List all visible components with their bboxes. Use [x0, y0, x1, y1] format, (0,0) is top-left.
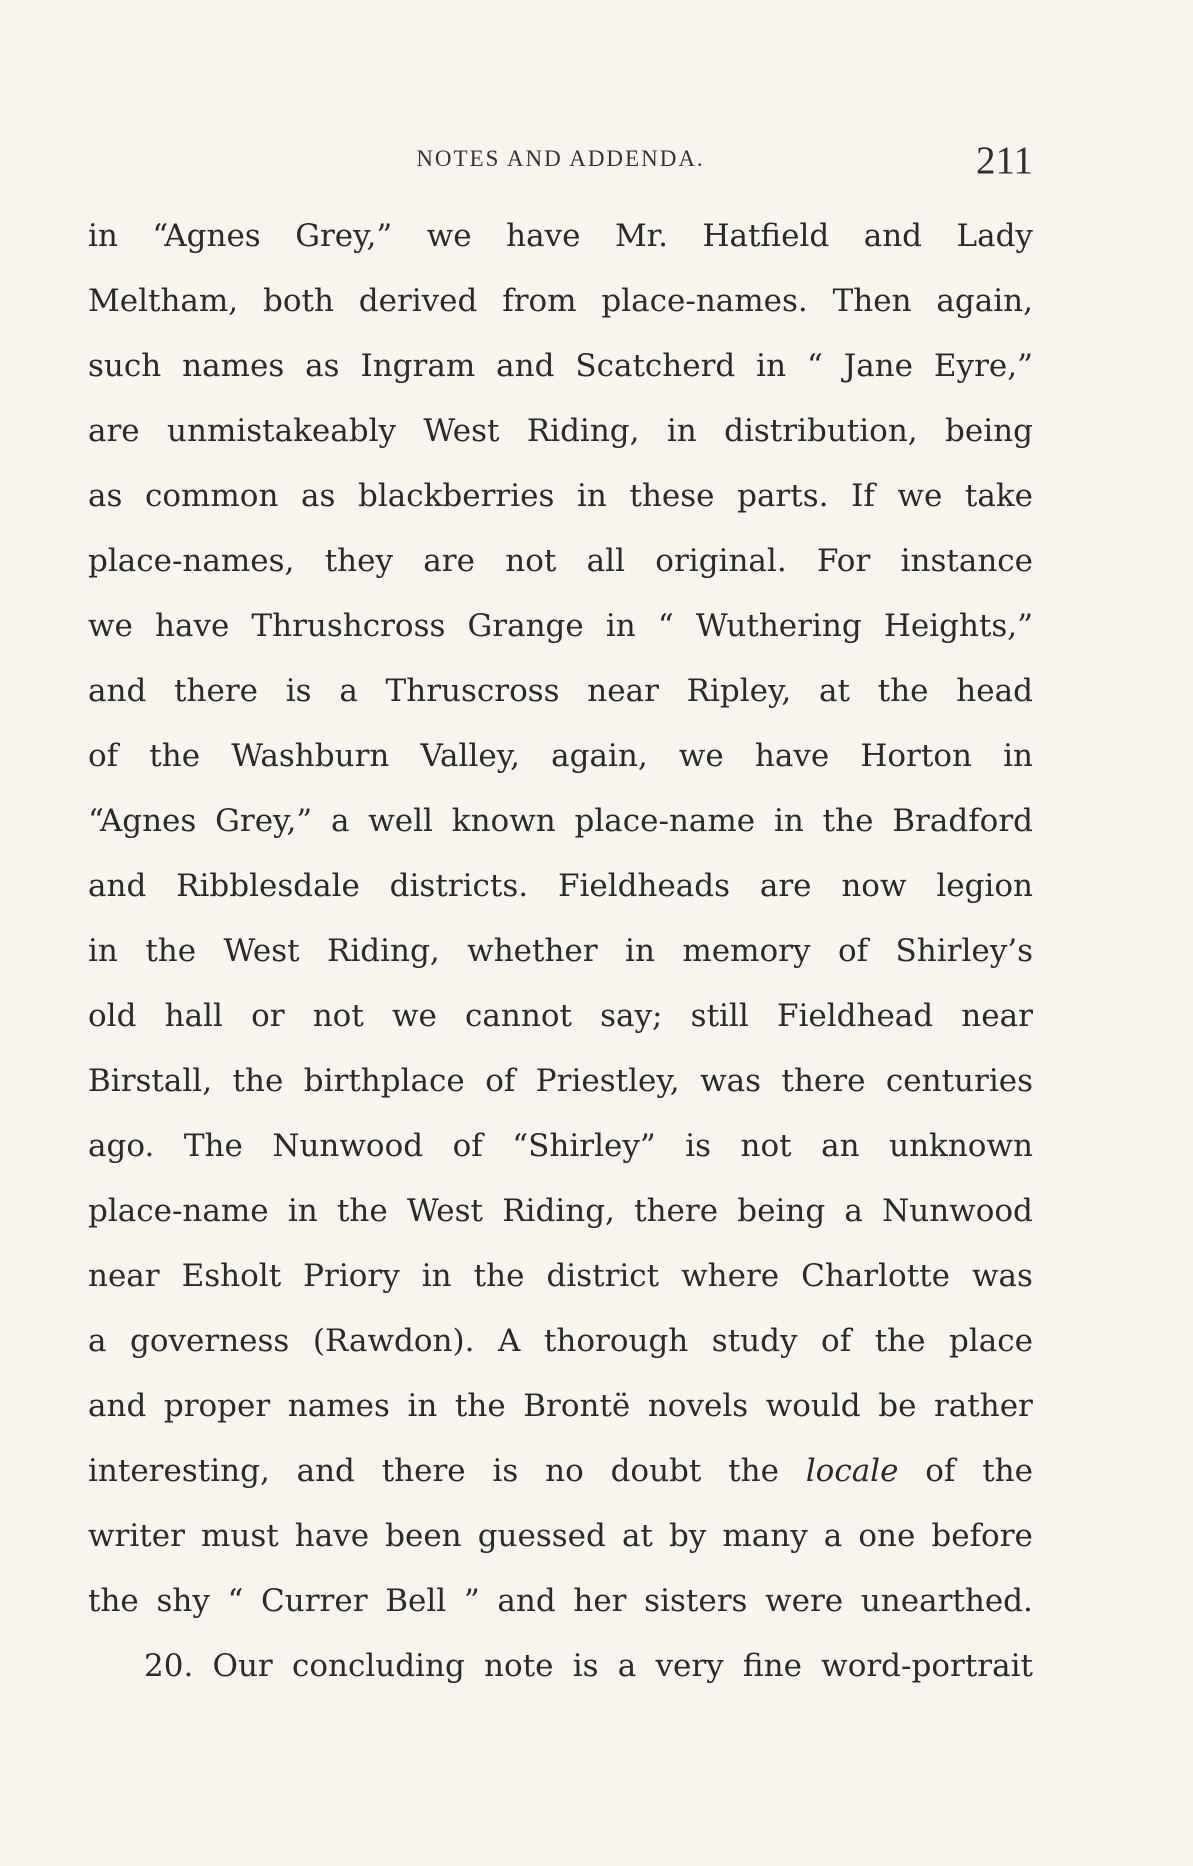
- word: of: [88, 738, 119, 774]
- word: not: [740, 1128, 792, 1164]
- word: we: [88, 608, 133, 644]
- word: both: [262, 283, 334, 319]
- word: Washburn: [231, 738, 390, 774]
- word: derived: [358, 283, 478, 319]
- word: the: [982, 1453, 1033, 1489]
- word: Nunwood: [272, 1128, 424, 1164]
- word: parts.: [737, 478, 829, 514]
- text-line: [88, 464, 1033, 529]
- word: The: [183, 1128, 243, 1164]
- word: as: [305, 348, 340, 384]
- word: Valley,: [420, 738, 520, 774]
- word: unmistakeably: [167, 413, 397, 449]
- word: is: [685, 1128, 712, 1164]
- word: are: [88, 413, 140, 449]
- text-line: [88, 1049, 1033, 1114]
- word: Grey,”: [295, 218, 393, 254]
- text-line: [88, 919, 1033, 984]
- text-line: [88, 1569, 1033, 1634]
- word: West: [406, 1193, 483, 1229]
- word: and: [88, 1388, 147, 1424]
- word: Charlotte: [801, 1258, 950, 1294]
- word: head: [956, 673, 1033, 709]
- word: ago.: [88, 1128, 155, 1164]
- word: are: [423, 543, 475, 579]
- word: “: [227, 1583, 244, 1619]
- word: 20.: [144, 1648, 194, 1684]
- page-number: 211: [975, 139, 1033, 182]
- text-line: [88, 399, 1033, 464]
- word: we: [678, 738, 724, 774]
- word: a: [844, 1193, 863, 1229]
- word: and: [296, 1453, 355, 1489]
- word: and: [863, 218, 923, 254]
- word: a: [330, 803, 350, 839]
- word: and: [88, 868, 147, 904]
- word: the: [232, 1063, 284, 1099]
- word: we: [391, 998, 437, 1034]
- word: are: [759, 868, 812, 904]
- word: Eyre,”: [933, 348, 1033, 384]
- word: from: [502, 283, 577, 319]
- running-head: [88, 140, 1033, 180]
- word: the: [822, 803, 874, 839]
- word: proper: [163, 1388, 271, 1424]
- word: Scatcherd: [575, 348, 736, 384]
- word: a: [617, 1648, 637, 1684]
- word: and: [497, 1583, 556, 1619]
- text-line: [88, 984, 1033, 1049]
- word: by: [668, 1518, 707, 1554]
- word: were: [765, 1583, 844, 1619]
- word: names: [287, 1388, 390, 1424]
- word: was: [700, 1063, 762, 1099]
- word: have: [155, 608, 230, 644]
- word: birthplace: [303, 1063, 465, 1099]
- word: in: [605, 608, 636, 644]
- word: there: [381, 1453, 466, 1489]
- word: be: [878, 1388, 917, 1424]
- text-line: [88, 529, 1033, 594]
- text-line: [88, 1309, 1033, 1374]
- word: have: [294, 1518, 370, 1554]
- word: interesting,: [88, 1453, 270, 1489]
- word: Bradford: [892, 803, 1033, 839]
- word: Grey,”: [215, 803, 313, 839]
- word: Heights,”: [883, 608, 1033, 644]
- word: distribution,: [724, 413, 918, 449]
- word: For: [816, 543, 871, 579]
- word: we: [426, 218, 472, 254]
- word: “: [657, 608, 674, 644]
- word: Then: [832, 283, 912, 319]
- word: Our: [212, 1648, 273, 1684]
- word: again,: [551, 738, 648, 774]
- word: novels: [647, 1388, 749, 1424]
- word: a: [88, 1323, 107, 1359]
- word: legion: [936, 868, 1033, 904]
- word: and: [496, 348, 555, 384]
- word: the: [874, 1323, 926, 1359]
- word: not: [505, 543, 557, 579]
- word: blackberries: [358, 478, 555, 514]
- word: still: [690, 998, 749, 1034]
- word: a: [339, 673, 358, 709]
- word: as: [301, 478, 336, 514]
- word: there: [174, 673, 258, 709]
- word: Grange: [467, 608, 584, 644]
- word: instance: [900, 543, 1033, 579]
- word: we: [897, 478, 943, 514]
- word: Lady: [956, 218, 1033, 254]
- word: district: [546, 1258, 660, 1294]
- word: the: [149, 738, 201, 774]
- word: in: [421, 1258, 452, 1294]
- word: been: [385, 1518, 462, 1554]
- word: an: [821, 1128, 860, 1164]
- word: or: [251, 998, 285, 1034]
- word: again,: [936, 283, 1033, 319]
- word: at: [819, 673, 850, 709]
- word: the: [728, 1453, 779, 1489]
- word: in: [88, 933, 118, 969]
- word: common: [144, 478, 279, 514]
- word: unearthed.: [860, 1583, 1033, 1619]
- word: in: [625, 933, 655, 969]
- word: Priestley,: [535, 1063, 680, 1099]
- word: known: [451, 803, 556, 839]
- word: there: [634, 1193, 719, 1229]
- word: “: [806, 348, 823, 384]
- word: would: [765, 1388, 861, 1424]
- word: there: [781, 1063, 866, 1099]
- word: is: [492, 1453, 519, 1489]
- word: near: [587, 673, 659, 709]
- word: Hatfield: [702, 218, 830, 254]
- word: Fieldheads: [557, 868, 731, 904]
- word: Ribblesdale: [176, 868, 360, 904]
- word: “Agnes: [152, 218, 261, 254]
- word: Brontë: [523, 1388, 631, 1424]
- word: must: [200, 1518, 279, 1554]
- text-line: [88, 1114, 1033, 1179]
- word: Ripley,: [686, 673, 792, 709]
- word: Meltham,: [88, 283, 239, 319]
- word: have: [506, 218, 581, 254]
- word: Currer: [261, 1583, 368, 1619]
- word: the: [877, 673, 929, 709]
- word: all: [586, 543, 625, 579]
- word: names: [182, 348, 285, 384]
- word: Esholt: [181, 1258, 282, 1294]
- word: Riding,: [327, 933, 440, 969]
- word: well: [368, 803, 433, 839]
- word: old: [88, 998, 137, 1034]
- word: writer: [88, 1518, 185, 1554]
- word: Riding,: [526, 413, 640, 449]
- text-line: [88, 789, 1033, 854]
- word: memory: [682, 933, 811, 969]
- word: Thrushcross: [251, 608, 446, 644]
- word: of: [452, 1128, 483, 1164]
- text-line: [88, 1179, 1033, 1244]
- word: a: [823, 1518, 843, 1554]
- word: cannot: [465, 998, 572, 1034]
- text-line: [88, 1634, 1033, 1699]
- word: Fieldhead: [776, 998, 934, 1034]
- word: say;: [600, 998, 663, 1034]
- word: study: [711, 1323, 798, 1359]
- text-line: [88, 1504, 1033, 1569]
- word: Riding,: [502, 1193, 615, 1229]
- text-line: [88, 1374, 1033, 1439]
- word: centuries: [885, 1063, 1033, 1099]
- word: place-name: [574, 803, 756, 839]
- word: of: [925, 1453, 956, 1489]
- word: West: [423, 413, 500, 449]
- word: word-portrait: [821, 1648, 1033, 1684]
- text-line: [88, 1439, 1033, 1504]
- word: Thruscross: [385, 673, 560, 709]
- word: shy: [156, 1583, 210, 1619]
- word: districts.: [389, 868, 529, 904]
- word: of: [821, 1323, 852, 1359]
- text-line: [88, 334, 1033, 399]
- word: unknown: [889, 1128, 1033, 1164]
- text-line: [88, 204, 1033, 269]
- word: ”: [463, 1583, 480, 1619]
- word: Birstall,: [88, 1063, 213, 1099]
- word: near: [961, 998, 1033, 1034]
- word: at: [621, 1518, 653, 1554]
- word: thorough: [543, 1323, 689, 1359]
- text-line: [88, 659, 1033, 724]
- word: now: [841, 868, 907, 904]
- word: fine: [742, 1648, 802, 1684]
- word: one: [858, 1518, 916, 1554]
- word: of: [837, 933, 869, 969]
- word: “Shirley”: [512, 1128, 656, 1164]
- text-line: [88, 1244, 1033, 1309]
- word: concluding: [291, 1648, 465, 1684]
- word: as: [88, 478, 123, 514]
- word: is: [572, 1648, 599, 1684]
- word: the: [473, 1258, 525, 1294]
- word: the: [145, 933, 197, 969]
- word: governess: [130, 1323, 290, 1359]
- word: Ingram: [360, 348, 476, 384]
- word: rather: [933, 1388, 1033, 1424]
- word: A: [498, 1323, 521, 1359]
- word: place-name: [88, 1193, 269, 1229]
- word: hall: [164, 998, 223, 1034]
- word: no: [545, 1453, 584, 1489]
- word: many: [722, 1518, 808, 1554]
- word: the: [454, 1388, 506, 1424]
- word: Mr.: [614, 218, 668, 254]
- word: in: [287, 1193, 318, 1229]
- body-text: [88, 204, 1033, 1699]
- word: Nunwood: [882, 1193, 1033, 1229]
- text-line: [88, 854, 1033, 919]
- word: such: [88, 348, 162, 384]
- word: in: [773, 803, 804, 839]
- word: in: [577, 478, 607, 514]
- word: Jane: [843, 348, 913, 384]
- word: not: [312, 998, 364, 1034]
- word: Priory: [303, 1258, 400, 1294]
- word: being: [737, 1193, 826, 1229]
- word: near: [88, 1258, 160, 1294]
- word: place-names,: [88, 543, 295, 579]
- word: before: [931, 1518, 1033, 1554]
- word: place: [949, 1323, 1033, 1359]
- word: (Rawdon).: [312, 1323, 475, 1359]
- word: guessed: [477, 1518, 606, 1554]
- word: was: [971, 1258, 1033, 1294]
- word: sisters: [644, 1583, 748, 1619]
- word: the: [88, 1583, 139, 1619]
- text-line: [88, 269, 1033, 334]
- word: take: [964, 478, 1033, 514]
- word: doubt: [610, 1453, 702, 1489]
- word: note: [484, 1648, 554, 1684]
- word: Wuthering: [695, 608, 862, 644]
- word: locale: [805, 1453, 899, 1489]
- word: in: [88, 218, 118, 254]
- word: Horton: [860, 738, 972, 774]
- word: have: [754, 738, 830, 774]
- word: If: [851, 478, 875, 514]
- word: is: [285, 673, 312, 709]
- word: being: [945, 413, 1033, 449]
- text-line: [88, 724, 1033, 789]
- word: very: [655, 1648, 724, 1684]
- word: “Agnes: [88, 803, 197, 839]
- word: place-names.: [601, 283, 808, 319]
- word: in: [1003, 738, 1033, 774]
- word: they: [324, 543, 393, 579]
- word: of: [485, 1063, 516, 1099]
- running-title: NOTES AND ADDENDA.: [416, 146, 705, 171]
- text-line: [88, 594, 1033, 659]
- word: Bell: [385, 1583, 447, 1619]
- word: original.: [655, 543, 787, 579]
- word: in: [756, 348, 787, 384]
- word: Shirley’s: [895, 933, 1033, 969]
- word: whether: [467, 933, 598, 969]
- word: the: [336, 1193, 388, 1229]
- word: and: [88, 673, 147, 709]
- word: where: [681, 1258, 780, 1294]
- word: West: [223, 933, 300, 969]
- word: in: [666, 413, 697, 449]
- word: in: [407, 1388, 438, 1424]
- word: her: [573, 1583, 627, 1619]
- word: these: [629, 478, 715, 514]
